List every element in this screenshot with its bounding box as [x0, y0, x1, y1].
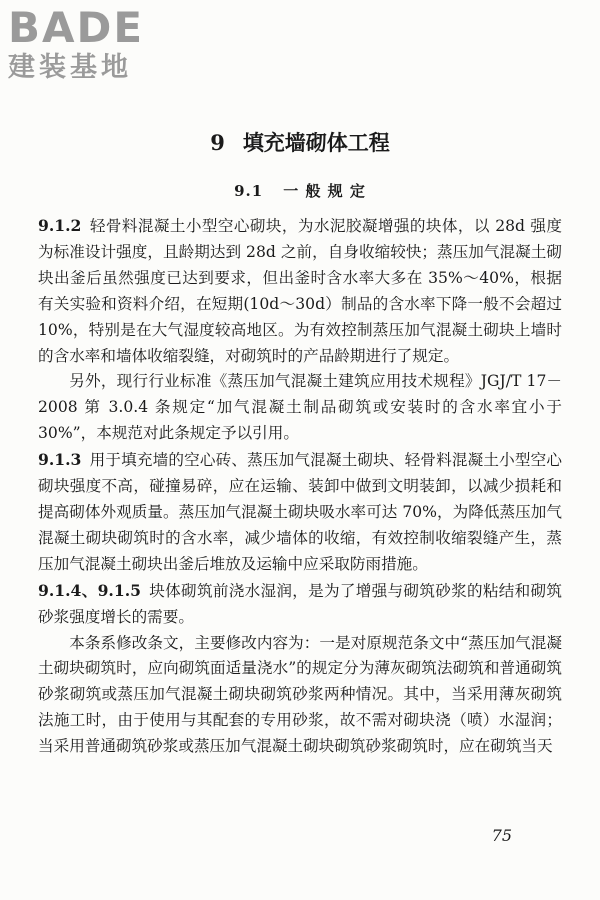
clause-number: 9.1.2 — [38, 216, 82, 235]
section-number: 9.1 — [234, 182, 264, 200]
clause-number: 9.1.3 — [38, 450, 82, 470]
logo-wordmark: BADE — [8, 3, 145, 52]
logo-subtitle: 建装基地 — [8, 52, 132, 83]
paragraph-revision-note — [38, 631, 562, 761]
paragraph-text: 轻骨料混凝土小型空心砌块，为水泥胶凝增强的块体，以 28d 强度为标准设计强度，且龄期达到 28d 之前，自身收缩较快；蒸压加气混凝土砌块出釜后虽然强度已达到要求，但出釜时含水率大多在 35%～40%，根据有关实验和资料介绍，在短期(10d～30d）制品的含水率下降一般不会超过 10%，特别是在大气湿度较高地区。为有效控制蒸压加气混凝土砌块上墙时的含水率和墙体收缩裂缝，对砌筑时的产品龄期进行了规定。 — [38, 217, 562, 365]
paragraph-9-1-2 — [38, 213, 562, 369]
chapter-heading — [0, 128, 600, 158]
chapter-number: 9 — [210, 130, 225, 155]
paragraph-9-1-4-5 — [38, 578, 562, 631]
section-title: 一 般 规 定 — [283, 182, 366, 200]
page-number: 75 — [491, 826, 512, 845]
paragraph-text: 块体砌筑前浇水湿润，是为了增强与砌筑砂浆的粘结和砌筑砂浆强度增长的需要。 — [38, 581, 562, 626]
clause-number: 9.1.4、9.1.5 — [38, 580, 141, 600]
paragraph-text: 本条系修改条文，主要修改内容为：一是对原规范条文中“蒸压加气混凝土砌块砌筑时，应向砌筑面适量浇水”的规定分为薄灰砌筑法砌筑和普通砌筑砂浆砌筑或蒸压加气混凝土砌块砌筑砂浆两种情况。其中，当采用薄灰砌筑法施工时，由于使用与其配套的专用砂浆，故不需对砌块浇（喷）水湿润；当采用普通砌筑砂浆或蒸压加气混凝土砌块砌筑砂浆砌筑时，应在砌筑当天 — [38, 633, 562, 756]
body-text — [38, 213, 562, 760]
paragraph-standard-reference — [38, 369, 562, 447]
paragraph-9-1-3 — [38, 447, 562, 578]
publisher-logo — [8, 3, 145, 84]
chapter-title: 填充墙砌体工程 — [242, 130, 390, 155]
section-heading — [0, 180, 600, 202]
paragraph-text: 用于填充墙的空心砖、蒸压加气混凝土砌块、轻骨料混凝土小型空心砌块强度不高，碰撞易碎，应在运输、装卸中做到文明装卸，以减少损耗和提高砌体外观质量。蒸压加气混凝土砌块吸水率可达 70%，为降低蒸压加气混凝土砌块砌筑时的含水率，减少墙体的收缩，有效控制收缩裂缝产生，蒸压加气混凝土砌块出釜后堆放及运输中应采取防雨措施。 — [38, 451, 562, 573]
paragraph-text: 另外，现行行业标准《蒸压加气混凝土建筑应用技术规程》JGJ/T 17－2008 第 3.0.4 条规定“加气混凝土制品砌筑或安装时的含水率宜小于 30%”，本规范对此条规定予以引用。 — [38, 372, 562, 443]
